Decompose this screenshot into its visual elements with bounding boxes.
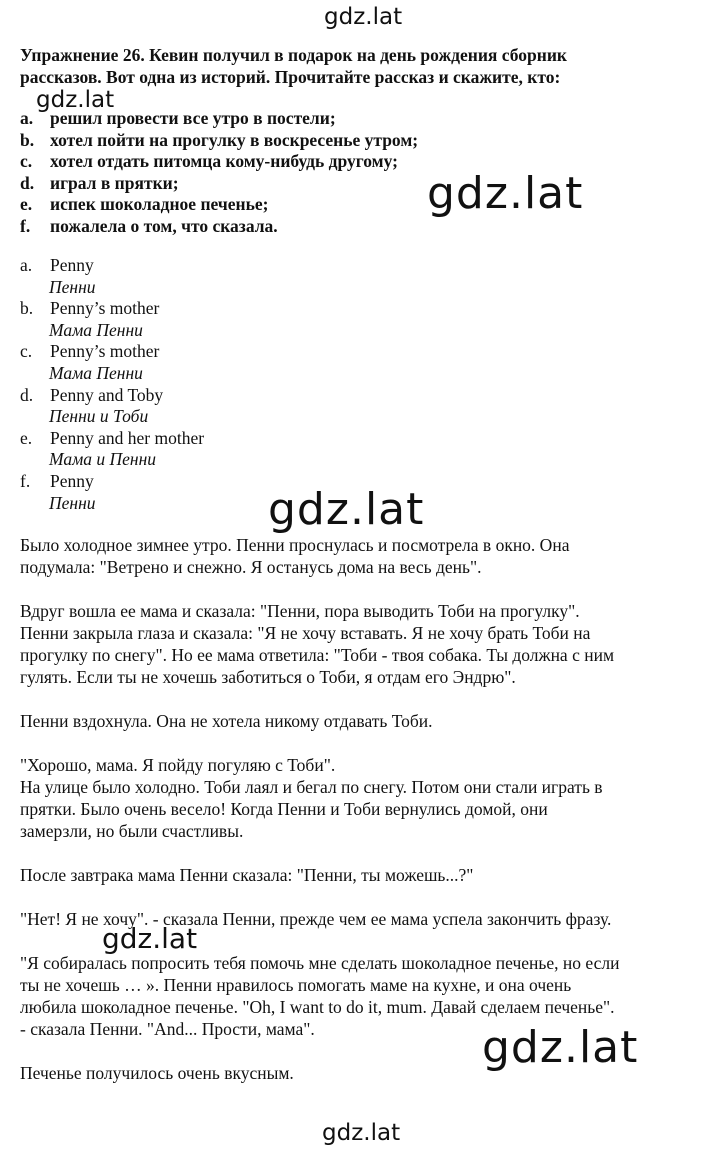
question-item [20, 108, 700, 130]
answer-item [20, 298, 620, 341]
answer-item [20, 255, 620, 298]
answer-english: Penny’s mother [50, 298, 160, 319]
story-line: "Хорошо, мама. Я пойду погуляю с Тоби". [20, 755, 336, 775]
answer-item [20, 428, 620, 471]
question-list [20, 108, 700, 237]
story-paragraph [20, 534, 680, 578]
question-text: играл в прятки; [50, 172, 179, 193]
answer-item [20, 471, 620, 514]
watermark: gdz.lat [427, 168, 584, 219]
answer-english: Penny [50, 255, 94, 275]
instruction-line: Упражнение 26. Кевин получил в подарок на день рождения сборник [20, 45, 568, 65]
story-line: прогулку по снегу". Но ее мама ответила: "Тоби - твоя собака. Ты должна с ним [20, 645, 615, 665]
question-text: пожалела о том, что сказала. [50, 215, 278, 236]
question-item [20, 130, 700, 152]
answer-russian: Пенни и Тоби [49, 406, 149, 427]
answer-item [20, 385, 620, 428]
question-letter: d. [20, 172, 35, 193]
story-line: подумала: "Ветрено и снежно. Я останусь дома на весь день". [20, 557, 482, 577]
answer-letter: c. [20, 341, 33, 362]
question-item [20, 173, 700, 195]
story-line: прятки. Было очень весело! Когда Пенни и Тоби вернулись домой, они [20, 799, 548, 819]
answer-letter: d. [20, 384, 34, 405]
question-text: испек шоколадное печенье; [50, 194, 269, 214]
question-letter: a. [20, 108, 34, 128]
answer-letter: e. [20, 427, 33, 448]
question-text: хотел пойти на прогулку в воскресенье утром; [50, 129, 419, 150]
question-text: решил провести все утро в постели; [50, 108, 336, 128]
question-letter: c. [20, 151, 33, 171]
answer-english: Penny and her mother [50, 427, 205, 448]
answer-english: Penny’s mother [50, 341, 160, 362]
story-paragraph [20, 710, 680, 732]
story-paragraph [20, 1062, 680, 1084]
story-paragraph [20, 864, 680, 886]
watermark: gdz.lat [324, 4, 403, 30]
story-line: гулять. Если ты не хочешь заботиться о Тоби, я отдам его Эндрю". [20, 667, 516, 687]
story-line: Было холодное зимнее утро. Пенни проснулась и посмотрела в окно. Она [20, 535, 570, 555]
answer-russian: Пенни [49, 492, 96, 513]
watermark: gdz.lat [322, 1120, 401, 1146]
story-line: замерзли, но были счастливы. [20, 821, 244, 841]
answer-letter: a. [20, 255, 33, 275]
story-line: "Нет! Я не хочу". - сказала Пенни, прежде чем ее мама успела закончить фразу. [20, 909, 612, 929]
exercise-instruction [20, 44, 700, 88]
answer-russian: Мама и Пенни [49, 449, 157, 470]
watermark: gdz.lat [36, 87, 115, 113]
question-letter: b. [20, 129, 35, 150]
story-line: На улице было холодно. Тоби лаял и бегал по снегу. Потом они стали играть в [20, 777, 603, 797]
answer-list [20, 255, 620, 514]
story-line: - сказала Пенни. "And... Прости, мама". [20, 1019, 315, 1039]
story-line: любила шоколадное печенье. "Oh, I want to do it, mum. Давай сделаем печенье". [20, 997, 615, 1017]
story-paragraph [20, 908, 680, 930]
answer-english: Penny [50, 470, 94, 491]
answer-english: Penny and Toby [50, 384, 164, 405]
story-line: Пенни закрыла глаза и сказала: "Я не хочу вставать. Я не хочу брать Тоби на [20, 623, 591, 643]
answer-letter: b. [20, 298, 34, 319]
watermark: gdz.lat [482, 1022, 639, 1073]
story-line: Вдруг вошла ее мама и сказала: "Пенни, пора выводить Тоби на прогулку". [20, 601, 580, 621]
question-item [20, 216, 700, 238]
story-paragraph [20, 754, 680, 842]
answer-russian: Мама Пенни [49, 319, 143, 340]
watermark: gdz.lat [268, 484, 425, 535]
story-paragraph [20, 600, 680, 688]
story-line: "Я собиралась попросить тебя помочь мне сделать шоколадное печенье, но если [20, 953, 620, 973]
story-line: После завтрака мама Пенни сказала: "Пенни, ты можешь...?" [20, 865, 474, 885]
question-letter: e. [20, 194, 33, 214]
story-paragraph [20, 952, 680, 1040]
story-text [20, 534, 680, 1084]
question-letter: f. [20, 215, 31, 236]
story-line: Пенни вздохнула. Она не хотела никому отдавать Тоби. [20, 711, 433, 731]
story-line: Печенье получилось очень вкусным. [20, 1063, 294, 1083]
answer-letter: f. [20, 470, 31, 491]
answer-item [20, 341, 620, 384]
story-line: ты не хочешь … ». Пенни нравилось помогать маме на кухне, и она очень [20, 975, 572, 995]
answer-russian: Пенни [49, 276, 96, 297]
watermark: gdz.lat [102, 922, 198, 955]
question-text: хотел отдать питомца кому-нибудь другому; [50, 151, 398, 171]
answer-russian: Мама Пенни [49, 362, 143, 383]
question-item [20, 194, 700, 216]
instruction-line: рассказов. Вот одна из историй. Прочитайте рассказ и скажите, кто: [20, 67, 561, 87]
question-item [20, 151, 700, 173]
